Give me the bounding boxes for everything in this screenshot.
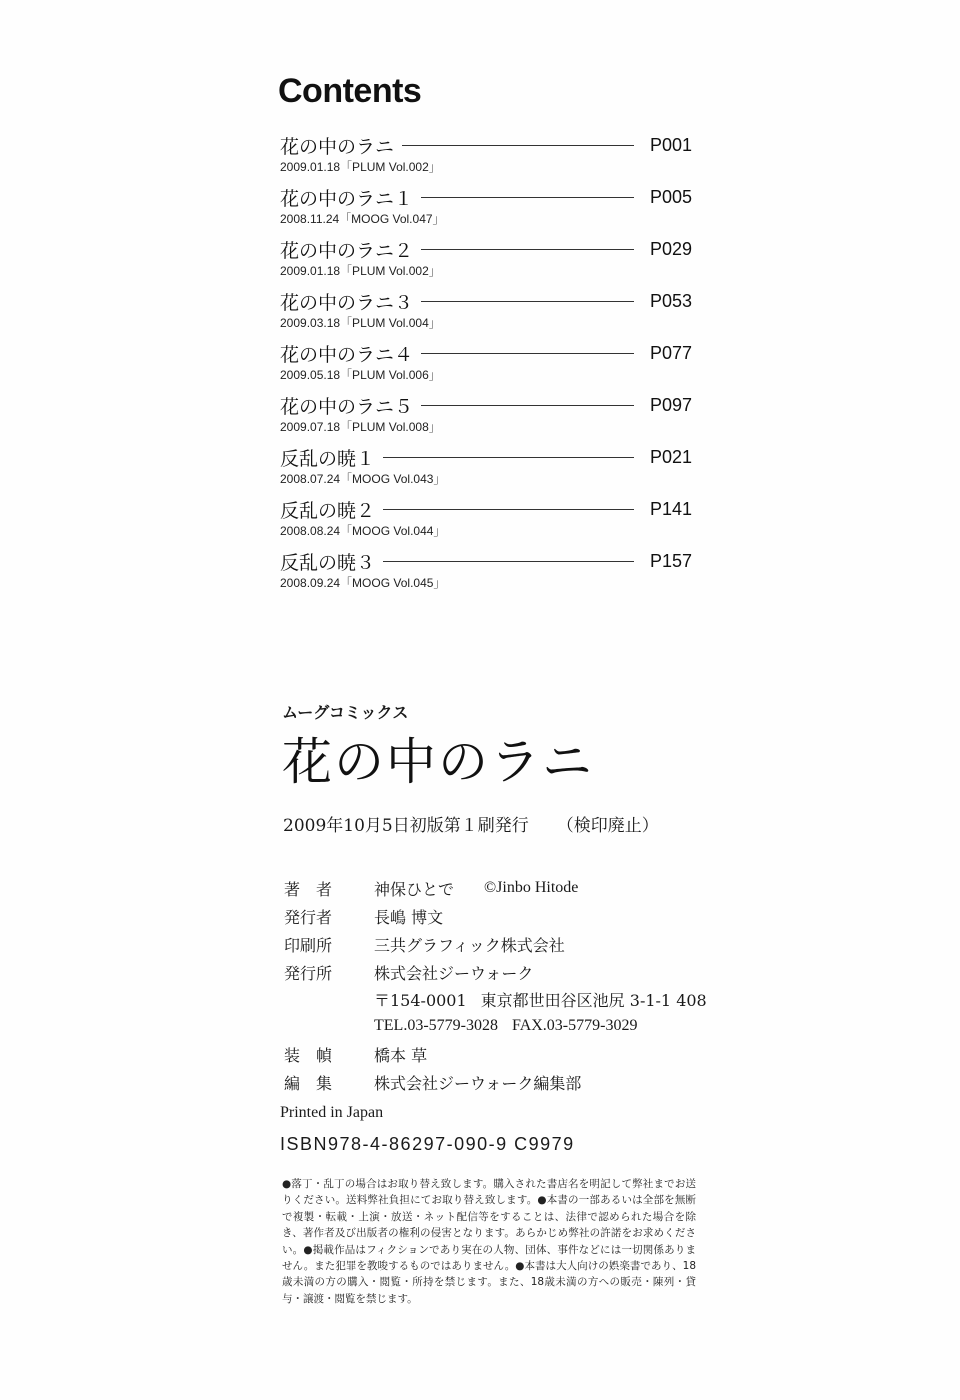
address-text: 東京都世田谷区池尻 3-1-1 408 — [480, 990, 707, 1010]
telephone: TEL.03-5779-3028 — [374, 1017, 498, 1034]
toc-leader-line — [383, 561, 634, 562]
toc-leader-line — [383, 509, 634, 510]
table-of-contents — [280, 132, 692, 600]
author-label: 著 者 — [284, 879, 333, 899]
postal-code: 〒154-0001 — [374, 990, 467, 1010]
toc-leader-line — [402, 145, 634, 146]
printer-label: 印刷所 — [284, 935, 333, 955]
toc-entry-source: 2008.11.24「MOOG Vol.047」 — [280, 212, 445, 226]
contents-heading: Contents — [278, 72, 422, 110]
toc-entry-source: 2008.09.24「MOOG Vol.045」 — [280, 576, 446, 590]
editor-row — [284, 1068, 707, 1096]
fax: FAX.03-5779-3029 — [511, 1017, 638, 1034]
author-copyright: ©Jinbo Hitode — [484, 879, 579, 896]
toc-entry-source: 2009.03.18「PLUM Vol.004」 — [280, 316, 441, 330]
toc-leader-line — [421, 301, 634, 302]
toc-entry-title: 花の中のラニ — [280, 135, 395, 158]
toc-entry-title: 花の中のラニ２ — [280, 239, 414, 262]
toc-entry-source: 2008.07.24「MOOG Vol.043」 — [280, 472, 446, 486]
toc-leader-line — [421, 405, 634, 406]
designer-name: 橋本 草 — [374, 1045, 428, 1065]
printer-name: 三共グラフィック株式会社 — [374, 935, 565, 955]
publisher-address — [284, 986, 707, 1012]
toc-entry-page: P001 — [649, 134, 692, 155]
toc-entry-page: P097 — [649, 394, 692, 415]
toc-entry — [280, 236, 692, 288]
toc-entry-page: P157 — [649, 550, 692, 571]
toc-entry — [280, 288, 692, 340]
publisher-label: 発行所 — [284, 963, 333, 983]
publisher-contact — [284, 1012, 707, 1040]
editor-label: 編 集 — [284, 1073, 333, 1093]
toc-entry-title: 花の中のラニ４ — [280, 343, 414, 366]
toc-entry-source: 2009.05.18「PLUM Vol.006」 — [280, 368, 441, 382]
book-title: 花の中のラニ — [282, 733, 594, 791]
publisher-name: 株式会社ジーウォーク — [374, 963, 534, 983]
toc-entry-source: 2009.07.18「PLUM Vol.008」 — [280, 420, 441, 434]
isbn-code: ISBN978-4-86297-090-9 C9979 — [280, 1134, 575, 1154]
author-name: 神保ひとで — [374, 879, 455, 899]
toc-entry-title: 花の中のラニ１ — [280, 187, 414, 210]
toc-entry-page: P053 — [649, 290, 692, 311]
publisher-person-label: 発行者 — [284, 907, 333, 927]
toc-entry-source: 2008.08.24「MOOG Vol.044」 — [280, 524, 446, 538]
author-row — [284, 874, 707, 902]
toc-leader-line — [383, 457, 634, 458]
publication-date: 2009年10月5日初版第１刷発行 — [283, 816, 529, 836]
toc-entry-page: P021 — [649, 446, 692, 467]
toc-leader-line — [421, 353, 634, 354]
toc-entry-page: P005 — [649, 186, 692, 207]
toc-entry-page: P029 — [649, 238, 692, 259]
toc-entry-source: 2009.01.18「PLUM Vol.002」 — [280, 160, 441, 174]
toc-entry-title: 反乱の暁３ — [280, 551, 376, 574]
publisher-row — [284, 958, 707, 986]
series-name: ムーグコミックス — [282, 703, 409, 722]
publisher-person-row — [284, 902, 707, 930]
toc-entry — [280, 548, 692, 600]
toc-leader-line — [421, 197, 634, 198]
toc-entry — [280, 340, 692, 392]
toc-entry-title: 花の中のラニ５ — [280, 395, 414, 418]
publication-date-line — [283, 811, 659, 836]
legal-notice: ●落丁・乱丁の場合はお取り替え致します。購入された書店名を明記して弊社までお送りください。送料弊社負担にてお取り替え致します。●本書の一部あるいは全部を無断で複製・転載・上演・放送・ネット配信等をすることは、法律で認められた場合を除き、著作者及び出版者の権利の侵害となります。あらかじめ弊社の許諾をお求めください。●掲載作品はフィクションであり実在の人物、団体、事件などには一切関係ありません。また犯罪を教唆するものではありません。●本書は大人向けの娯楽書であり、18歳未満の方の購入・閲覧・所持を禁じます。また、18歳未満の方への販売・陳列・貸与・譲渡・閲覧を禁じます。 — [282, 1178, 696, 1305]
toc-entry — [280, 132, 692, 184]
colophon-credits — [284, 874, 707, 1096]
seal-notice: （検印廃止） — [556, 816, 659, 836]
toc-entry-page: P141 — [649, 498, 692, 519]
publisher-person-name: 長嶋 博文 — [374, 907, 444, 927]
toc-entry-page: P077 — [649, 342, 692, 363]
toc-entry-title: 反乱の暁２ — [280, 499, 376, 522]
printed-in: Printed in Japan — [280, 1104, 384, 1121]
toc-entry-title: 反乱の暁１ — [280, 447, 376, 470]
toc-leader-line — [421, 249, 634, 250]
design-row — [284, 1040, 707, 1068]
toc-entry — [280, 184, 692, 236]
toc-entry — [280, 444, 692, 496]
design-label: 装 幀 — [284, 1045, 333, 1065]
toc-entry — [280, 392, 692, 444]
toc-entry — [280, 496, 692, 548]
editor-name: 株式会社ジーウォーク編集部 — [374, 1073, 582, 1093]
toc-entry-source: 2009.01.18「PLUM Vol.002」 — [280, 264, 441, 278]
toc-entry-title: 花の中のラニ３ — [280, 291, 414, 314]
printer-row — [284, 930, 707, 958]
